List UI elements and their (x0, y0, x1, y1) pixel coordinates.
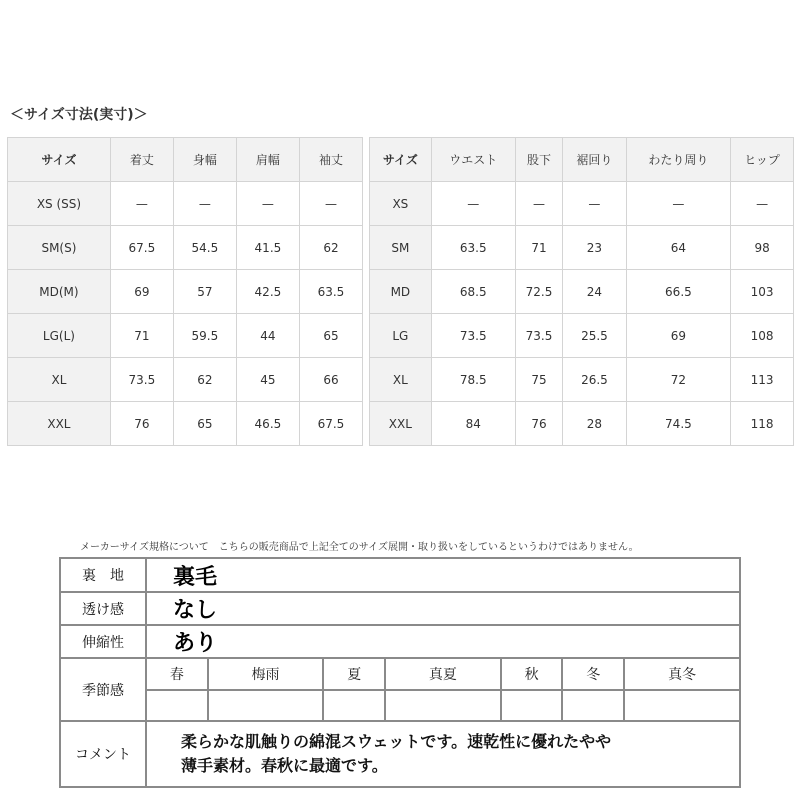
value-cell: 26.5 (563, 358, 626, 402)
size-cell: SM (370, 226, 432, 270)
size-cell: LG (370, 314, 432, 358)
value-cell: 66 (299, 358, 362, 402)
season-midwinter: 真冬 (624, 658, 740, 690)
header-cell: サイズ (370, 138, 432, 182)
value-cell: 59.5 (173, 314, 236, 358)
value-cell: — (236, 182, 299, 226)
value-cell: 23 (563, 226, 626, 270)
value-cell: 71 (110, 314, 173, 358)
sheer-row (60, 592, 740, 625)
value-cell: 44 (236, 314, 299, 358)
size-cell: XXL (370, 402, 432, 446)
table-row (370, 358, 794, 402)
value-cell: 78.5 (431, 358, 515, 402)
season-mark-cell (208, 690, 324, 721)
season-mark-cell (323, 690, 385, 721)
size-cell: XL (370, 358, 432, 402)
value-cell: — (110, 182, 173, 226)
value-cell: 67.5 (299, 402, 362, 446)
value-cell: 75 (515, 358, 562, 402)
header-cell: 裾回り (563, 138, 626, 182)
value-cell: 65 (173, 402, 236, 446)
value-cell: 46.5 (236, 402, 299, 446)
value-cell: — (563, 182, 626, 226)
table-row (8, 226, 363, 270)
comment-line: 柔らかな肌触りの綿混スウェットです。速乾性に優れたやや (181, 732, 612, 751)
size-cell: XL (8, 358, 111, 402)
product-properties-table (59, 557, 741, 788)
value-cell: 69 (110, 270, 173, 314)
header-cell: サイズ (8, 138, 111, 182)
value-cell: 62 (173, 358, 236, 402)
comment-label: コメント (60, 721, 146, 787)
table-row (370, 402, 794, 446)
header-cell: 肩幅 (236, 138, 299, 182)
header-cell: 着丈 (110, 138, 173, 182)
value-cell: 73.5 (515, 314, 562, 358)
comment-text (146, 721, 740, 787)
table-header-row (8, 138, 363, 182)
value-cell: 54.5 (173, 226, 236, 270)
size-cell: MD (370, 270, 432, 314)
value-cell: 108 (731, 314, 794, 358)
table-row (370, 270, 794, 314)
value-cell: — (173, 182, 236, 226)
value-cell: 72.5 (515, 270, 562, 314)
value-cell: — (515, 182, 562, 226)
table-row (8, 314, 363, 358)
sheer-value: なし (146, 592, 740, 625)
table-row (8, 270, 363, 314)
bottoms-size-table (369, 137, 794, 446)
value-cell: 66.5 (626, 270, 731, 314)
value-cell: 69 (626, 314, 731, 358)
lining-label: 裏 地 (60, 558, 146, 592)
value-cell: 98 (731, 226, 794, 270)
sheer-label: 透け感 (60, 592, 146, 625)
size-cell: XS (370, 182, 432, 226)
header-cell: ウエスト (431, 138, 515, 182)
value-cell: 41.5 (236, 226, 299, 270)
value-cell: 113 (731, 358, 794, 402)
value-cell: 72 (626, 358, 731, 402)
value-cell: 73.5 (431, 314, 515, 358)
table-row (370, 314, 794, 358)
season-label: 季節感 (60, 658, 146, 721)
season-summer: 夏 (323, 658, 385, 690)
header-cell: 股下 (515, 138, 562, 182)
value-cell: — (626, 182, 731, 226)
value-cell: 73.5 (110, 358, 173, 402)
season-midsummer: 真夏 (385, 658, 501, 690)
value-cell: 62 (299, 226, 362, 270)
value-cell: 63.5 (299, 270, 362, 314)
value-cell: 74.5 (626, 402, 731, 446)
lining-value: 裏毛 (146, 558, 740, 592)
value-cell: 65 (299, 314, 362, 358)
value-cell: 67.5 (110, 226, 173, 270)
header-cell: わたり周り (626, 138, 731, 182)
value-cell: 76 (110, 402, 173, 446)
table-header-row (370, 138, 794, 182)
value-cell: 84 (431, 402, 515, 446)
size-cell: XS (SS) (8, 182, 111, 226)
size-chart-title: ＜サイズ寸法(実寸)＞ (10, 107, 148, 123)
season-autumn: 秋 (501, 658, 563, 690)
season-mark-cell (562, 690, 624, 721)
value-cell: 63.5 (431, 226, 515, 270)
size-cell: SM(S) (8, 226, 111, 270)
table-row (8, 358, 363, 402)
tops-size-table (7, 137, 363, 446)
comment-row (60, 721, 740, 787)
comment-line: 薄手素材。春秋に最適です。 (181, 756, 388, 775)
value-cell: — (431, 182, 515, 226)
stretch-label: 伸縮性 (60, 625, 146, 658)
season-name-row (60, 658, 740, 690)
size-note: メーカーサイズ規格について こちらの販売商品で上記全てのサイズ展開・取り扱いをしているというわけではありません。 (80, 542, 639, 553)
table-row (370, 182, 794, 226)
size-cell: XXL (8, 402, 111, 446)
season-mark-cell (501, 690, 563, 721)
value-cell: 57 (173, 270, 236, 314)
stretch-row (60, 625, 740, 658)
header-cell: 身幅 (173, 138, 236, 182)
value-cell: 42.5 (236, 270, 299, 314)
size-cell: LG(L) (8, 314, 111, 358)
season-mark-cell (624, 690, 740, 721)
table-row (8, 182, 363, 226)
table-row (8, 402, 363, 446)
value-cell: 45 (236, 358, 299, 402)
season-mark-row (60, 690, 740, 721)
header-cell: ヒップ (731, 138, 794, 182)
value-cell: 25.5 (563, 314, 626, 358)
value-cell: 118 (731, 402, 794, 446)
stretch-value: あり (146, 625, 740, 658)
value-cell: 68.5 (431, 270, 515, 314)
value-cell: 28 (563, 402, 626, 446)
table-row (370, 226, 794, 270)
lining-row (60, 558, 740, 592)
value-cell: 64 (626, 226, 731, 270)
size-cell: MD(M) (8, 270, 111, 314)
season-winter: 冬 (562, 658, 624, 690)
value-cell: 103 (731, 270, 794, 314)
value-cell: 76 (515, 402, 562, 446)
season-mark-cell (385, 690, 501, 721)
season-rainy: 梅雨 (208, 658, 324, 690)
value-cell: 71 (515, 226, 562, 270)
value-cell: 24 (563, 270, 626, 314)
value-cell: — (731, 182, 794, 226)
season-spring: 春 (146, 658, 208, 690)
header-cell: 袖丈 (299, 138, 362, 182)
value-cell: — (299, 182, 362, 226)
season-mark-cell (146, 690, 208, 721)
